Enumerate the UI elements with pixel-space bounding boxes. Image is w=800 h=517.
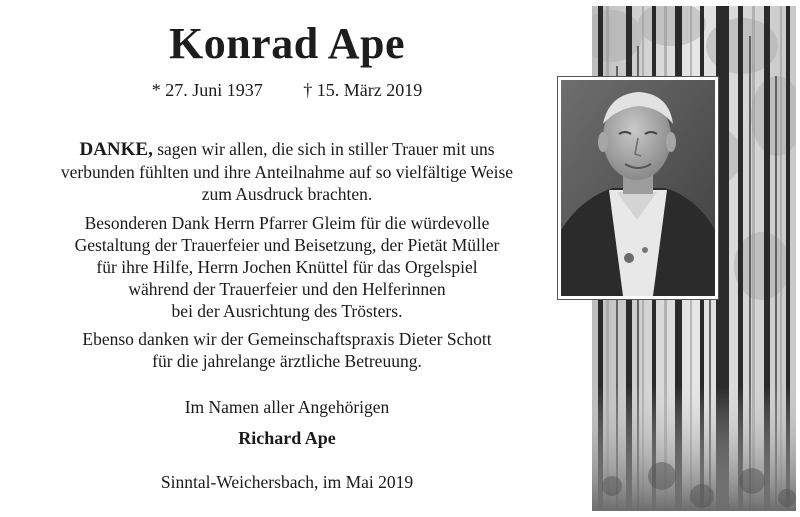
thanks-lead: DANKE,: [79, 139, 153, 160]
special-thanks-line: Besonderen Dank Herrn Pfarrer Gleim für die würdevolle: [84, 213, 490, 233]
portrait-frame: [557, 76, 719, 300]
special-thanks-line: bei der Ausrichtung des Trösters.: [171, 301, 403, 321]
death-date: † 15. März 2019: [303, 80, 423, 100]
thanks-line: sagen wir allen, die sich in stiller Trauer mit uns: [157, 139, 495, 159]
signature-intro: Im Namen aller Angehörigen: [184, 397, 390, 417]
deceased-name: Konrad Ape: [168, 19, 406, 68]
special-thanks-line: für ihre Hilfe, Herrn Jochen Knüttel für das Orgelspiel: [96, 257, 478, 277]
doctor-thanks-line: Ebenso danken wir der Gemeinschaftspraxis Dieter Schott: [82, 329, 492, 349]
thanks-paragraph: [10, 138, 564, 205]
thanks-line: zum Ausdruck brachten.: [201, 184, 373, 204]
place-date: Sinntal-Weichersbach, im Mai 2019: [160, 472, 414, 492]
special-thanks-line: Gestaltung der Trauerfeier und Beisetzung, der Pietät Müller: [74, 235, 500, 255]
birth-date: * 27. Juni 1937: [151, 80, 263, 100]
thanks-line: verbunden fühlten und ihre Anteilnahme auf so vielfältige Weise: [60, 162, 514, 182]
special-thanks-line: während der Trauerfeier und den Helferinnen: [128, 279, 446, 299]
life-dates: [0, 78, 574, 102]
portrait-photo: [561, 80, 715, 296]
special-thanks-paragraph: [10, 212, 564, 322]
signature-name: Richard Ape: [238, 428, 336, 448]
doctor-thanks-line: für die jahrelange ärztliche Betreuung.: [152, 351, 422, 371]
doctor-thanks-paragraph: [10, 328, 564, 372]
